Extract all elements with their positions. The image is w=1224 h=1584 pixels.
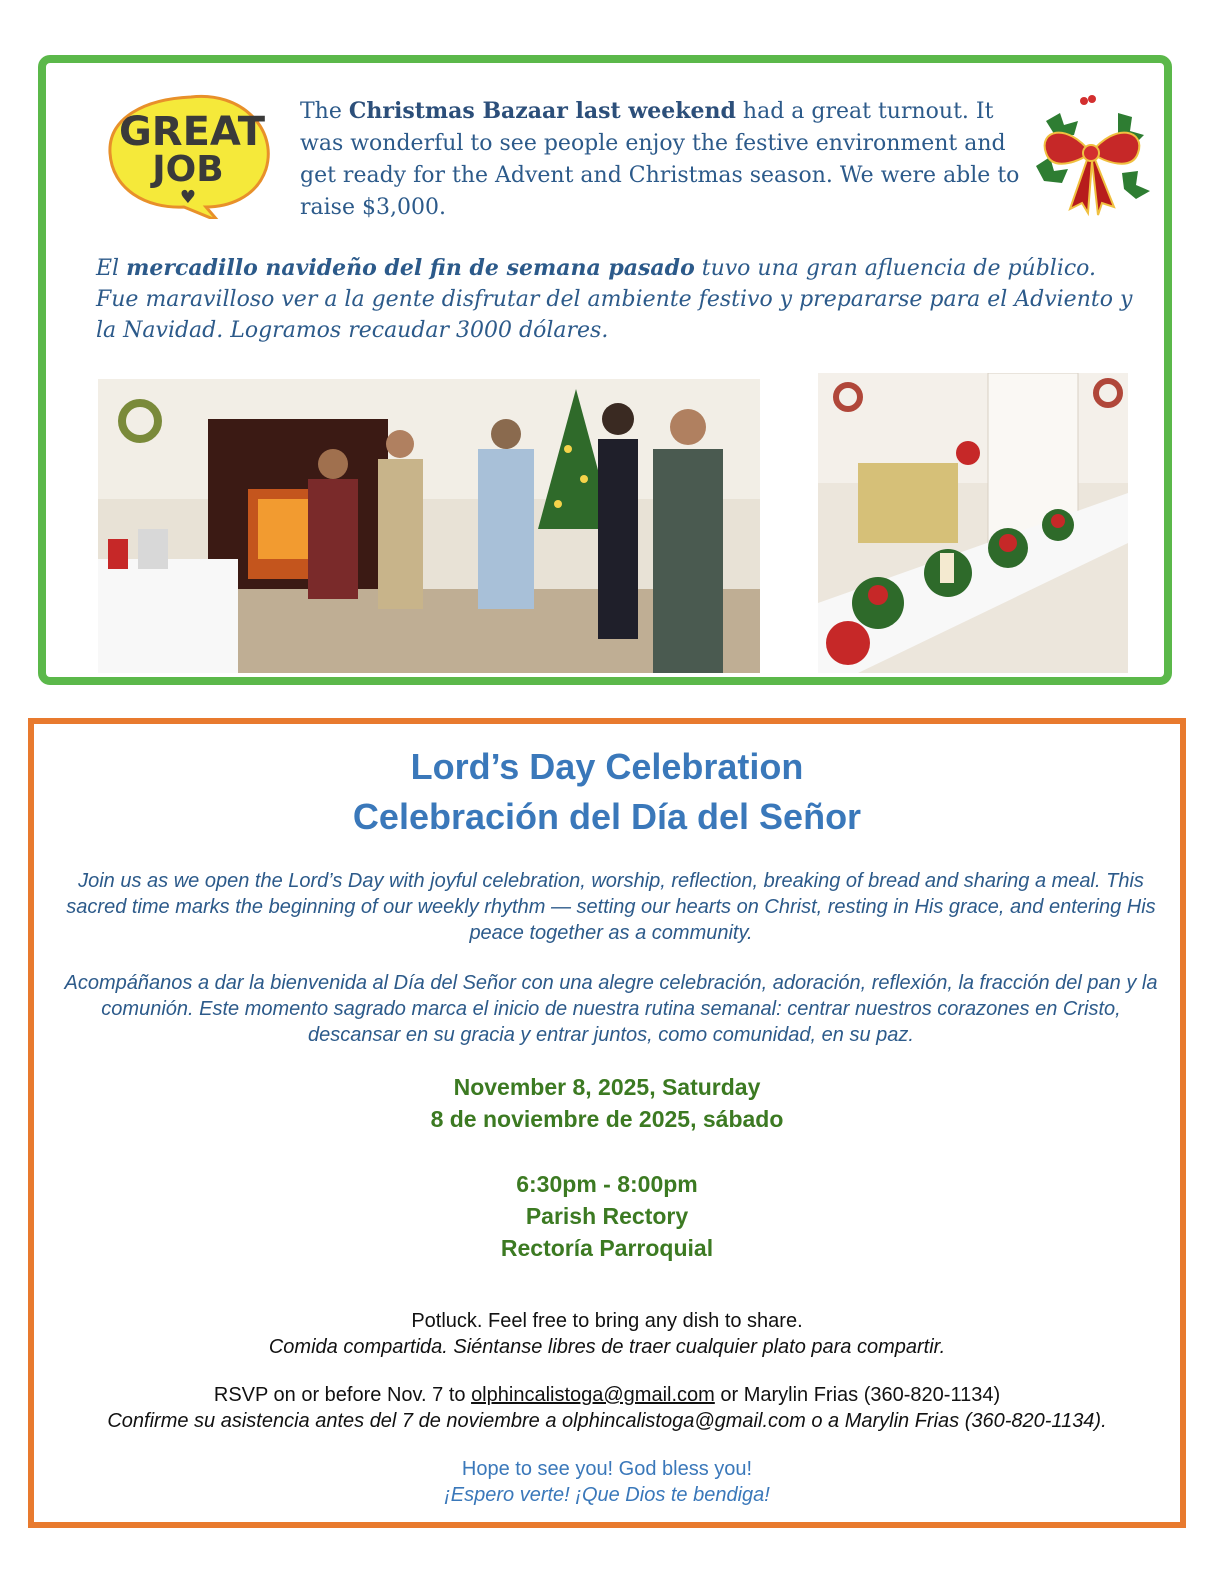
bazaar-text-es: El mercadillo navideño del fin de semana pasado tuvo una gran afluencia de público. Fue maravilloso ver a la gente disfrutar del ambiente festivo y prepararse para el Adviento y la Navidad. Logramos recaudar 3000 dólares.	[96, 255, 1133, 343]
bazaar-photo-musicians	[98, 379, 760, 673]
rsvp-en: RSVP on or before Nov. 7 to olphincalistoga@gmail.com or Marylin Frias (360-820-1134)	[213, 1384, 1001, 1406]
event-intro-es: Acompáñanos a dar la bienvenida al Día del Señor con una alegre celebración, adoración, reflexión, la fracción del pan y la comunión. Este momento sagrado marca el inicio de nuestra rutina semanal: centrar nuestros corazones en Cristo, descansar en su gracia y entrar juntos, como comunidad, en su paz.	[64, 972, 1158, 1046]
potluck-es: Comida compartida. Siéntanse libres de traer cualquier plato para compartir.	[268, 1336, 946, 1358]
event-section	[28, 718, 1186, 1528]
heart-icon: ♥	[179, 187, 197, 208]
bazaar-text-en: The Christmas Bazaar last weekend had a great turnout. It was wonderful to see people enjoy the festive environment and get ready for the Advent and Christmas season. We were able to raise $3,000.	[300, 98, 1020, 220]
bazaar-highlight-en: Christmas Bazaar last weekend	[348, 98, 736, 124]
great-job-badge	[106, 89, 276, 219]
holly-bow-icon	[1026, 91, 1156, 221]
closing-es: ¡Espero verte! ¡Que Dios te bendiga!	[444, 1484, 770, 1506]
event-date-es: 8 de noviembre de 2025, sábado	[430, 1106, 784, 1132]
event-place-es: Rectoría Parroquial	[500, 1235, 714, 1261]
badge-line2: JOB	[152, 149, 224, 190]
event-time: 6:30pm - 8:00pm	[516, 1171, 698, 1197]
event-place-en: Parish Rectory	[525, 1203, 689, 1229]
rsvp-email-link[interactable]: olphincalistoga@gmail.com	[471, 1384, 715, 1406]
event-title-es: Celebración del Día del Señor	[352, 796, 862, 837]
bazaar-highlight-es: mercadillo navideño del fin de semana pasado	[126, 255, 695, 281]
event-title-en: Lord’s Day Celebration	[410, 746, 804, 787]
badge-line1: GREAT	[118, 109, 266, 155]
event-intro-en: Join us as we open the Lord’s Day with joyful celebration, worship, reflection, breaking of bread and sharing a meal. This sacred time marks the beginning of our weekly rhythm — setting our hearts on Christ, resting in His grace, and entering His peace together as a community.	[66, 870, 1156, 944]
event-date-en: November 8, 2025, Saturday	[453, 1074, 761, 1100]
rsvp-es: Confirme su asistencia antes del 7 de noviembre a olphincalistoga@gmail.com o a Marylin Frias (360-820-1134).	[107, 1410, 1107, 1432]
potluck-en: Potluck. Feel free to bring any dish to share.	[411, 1310, 803, 1332]
bazaar-photo-tables	[818, 373, 1128, 673]
closing-en: Hope to see you! God bless you!	[461, 1458, 753, 1480]
bazaar-section	[38, 55, 1172, 685]
